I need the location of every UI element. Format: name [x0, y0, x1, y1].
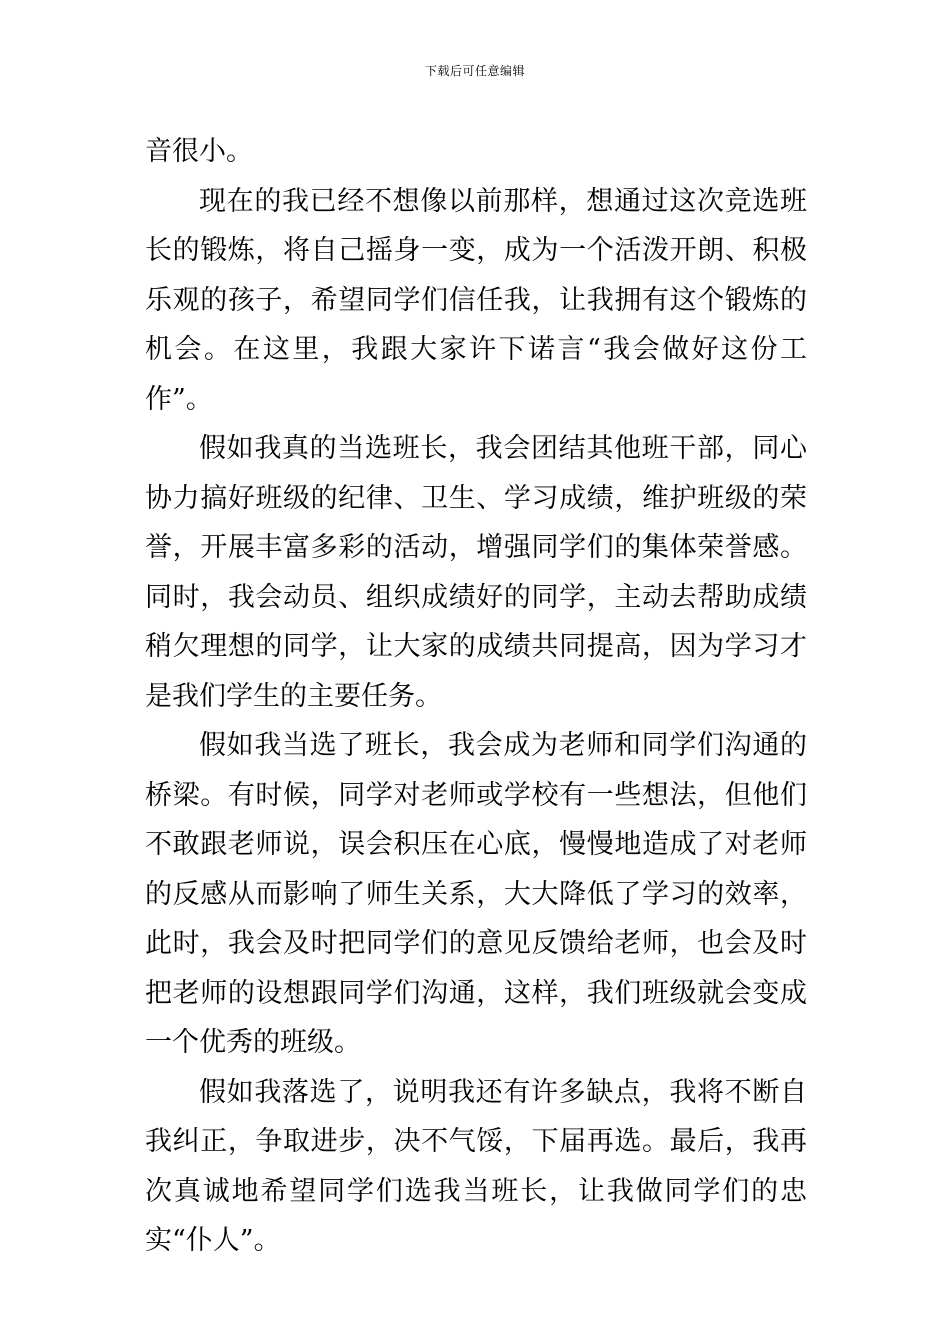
paragraph: 假如我当选了班长，我会成为老师和同学们沟通的桥梁。有时候，同学对老师或学校有一些想法，但他们不敢跟老师说，误会积压在心底，慢慢地造成了对老师的反感从而影响了师生关系，大大降低了学习的效率，此时，我会及时把同学们的意见反馈给老师，也会及时把老师的设想跟同学们沟通，这样，我们班级就会变成一个优秀的班级。	[145, 730, 807, 1058]
paragraph: 假如我落选了，说明我还有许多缺点，我将不断自我纠正，争取进步，决不气馁，下届再选。最后，我再次真诚地希望同学们选我当班长，让我做同学们的忠实“仆人”。	[145, 1076, 807, 1256]
document-body	[145, 127, 807, 1266]
paragraph: 假如我真的当选班长，我会团结其他班干部，同心协力搞好班级的纪律、卫生、学习成绩，维护班级的荣誉，开展丰富多彩的活动，增强同学们的集体荣誉感。同时，我会动员、组织成绩好的同学，主动去帮助成绩稍欠理想的同学，让大家的成绩共同提高，因为学习才是我们学生的主要任务。	[145, 433, 807, 712]
paragraph: 现在的我已经不想像以前那样，想通过这次竞选班长的锻炼，将自己摇身一变，成为一个活泼开朗、积极乐观的孩子，希望同学们信任我，让我拥有这个锻炼的机会。在这里，我跟大家许下诺言“我会做好这份工作”。	[145, 185, 807, 415]
page-header: 下载后可任意编辑	[424, 64, 525, 78]
paragraph-continued: 音很小。	[145, 136, 253, 167]
